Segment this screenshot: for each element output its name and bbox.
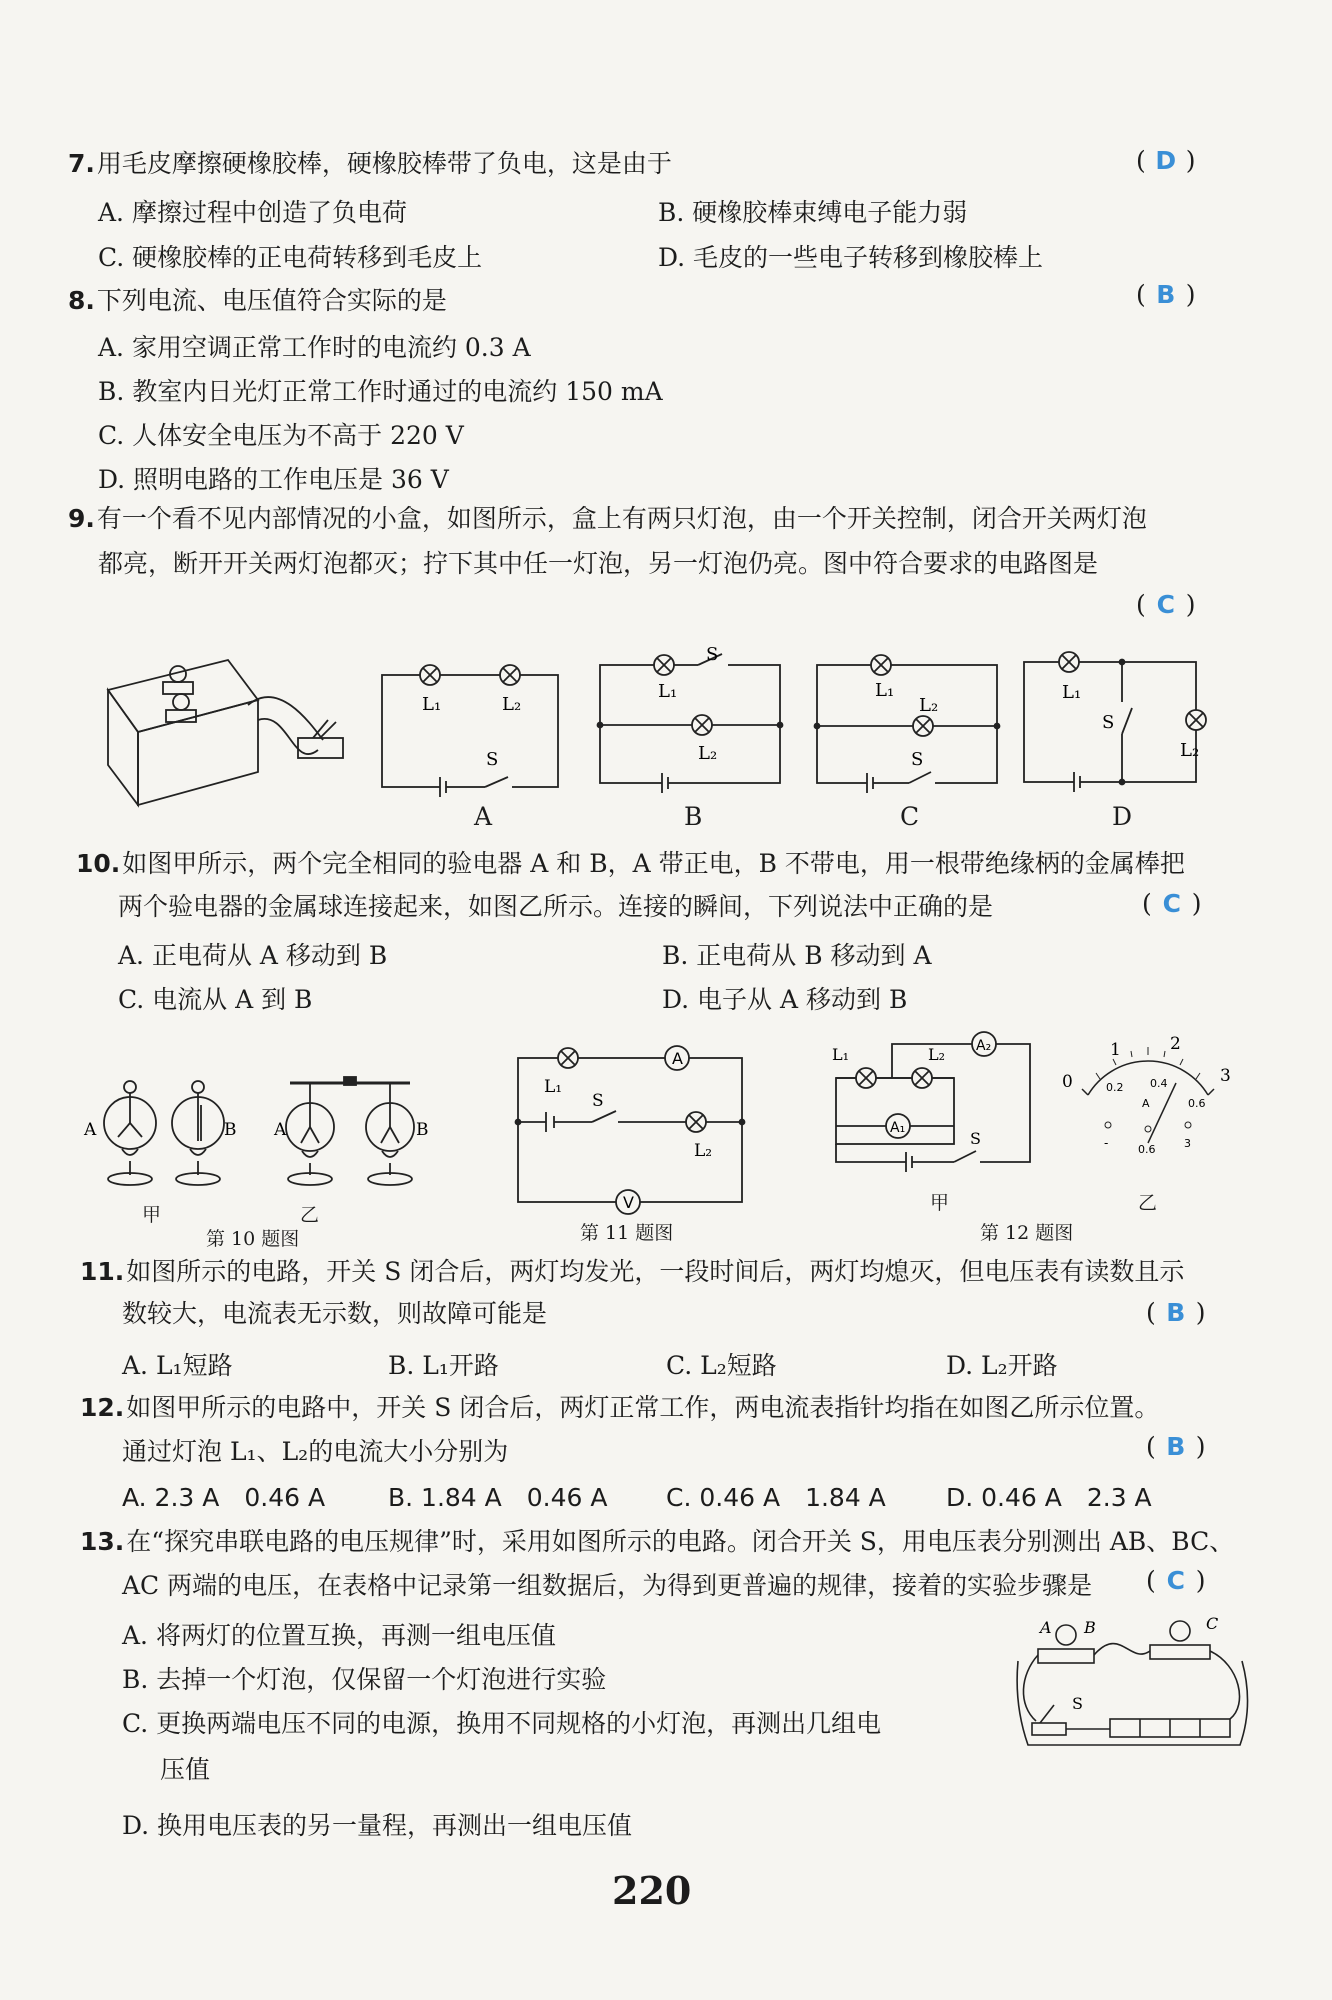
svg-text:L₂: L₂ <box>928 1045 946 1064</box>
svg-text:L₁: L₁ <box>544 1077 563 1097</box>
svg-text:S: S <box>1102 712 1115 733</box>
svg-text:0.4: 0.4 <box>1150 1077 1168 1090</box>
q7-option-c: C. 硬橡胶棒的正电荷转移到毛皮上 <box>98 243 483 272</box>
q9-circuit-d <box>1022 650 1202 794</box>
q11-stem-1: 11.如图所示的电路，开关 S 闭合后，两灯均发光，一段时间后，两灯均熄灭，但电压表有读数且示 <box>80 1257 1185 1286</box>
svg-text:S: S <box>706 644 719 665</box>
q8-answer: ( B ) <box>1136 280 1196 309</box>
svg-text:S: S <box>911 749 924 770</box>
q13-option-c-cont: 压值 <box>160 1755 211 1784</box>
svg-text:3: 3 <box>1220 1066 1231 1086</box>
svg-text:A: A <box>1142 1097 1150 1110</box>
q10-fig-jia: 甲 <box>142 1204 162 1226</box>
svg-text:B: B <box>1084 1618 1096 1637</box>
svg-text:L₁: L₁ <box>832 1045 850 1064</box>
q9a-s: S <box>486 749 499 770</box>
svg-text:0.2: 0.2 <box>1106 1081 1124 1094</box>
q7-answer: ( D ) <box>1136 146 1196 175</box>
q13-option-d: D. 换用电压表的另一量程，再测出一组电压值 <box>122 1811 633 1840</box>
q13-stem-1: 13.在“探究串联电路的电压规律”时，采用如图所示的电路。闭合开关 S，用电压表分别测出 AB、BC、 <box>80 1527 1235 1556</box>
q13-answer-letter: C <box>1166 1566 1185 1595</box>
svg-text:1: 1 <box>1110 1040 1121 1060</box>
page-number: 220 <box>612 1868 692 1913</box>
q9-label-a: A <box>474 802 493 831</box>
q11-option-a: A. L₁短路 <box>122 1351 233 1380</box>
svg-text:A₂: A₂ <box>976 1038 992 1054</box>
q9-label-d: D <box>1112 802 1133 831</box>
q11-option-b: B. L₁开路 <box>388 1351 499 1380</box>
svg-text:B: B <box>416 1120 429 1140</box>
q12-circuit-figure <box>830 1030 1040 1184</box>
q8-answer-letter: B <box>1156 280 1176 309</box>
svg-text:S: S <box>1072 1694 1083 1713</box>
svg-text:S: S <box>592 1091 604 1111</box>
q12-fig-jia: 甲 <box>930 1192 950 1214</box>
q7-stem: 7.用毛皮摩擦硬橡胶棒，硬橡胶棒带了负电，这是由于 <box>68 149 672 178</box>
q12-option-d: D. 0.46 A 2.3 A <box>946 1483 1152 1512</box>
svg-text:S: S <box>970 1129 981 1148</box>
q9-answer-letter: C <box>1156 590 1175 619</box>
svg-text:0.6: 0.6 <box>1138 1143 1156 1156</box>
q9-circuit-c <box>815 648 1000 797</box>
svg-text:L₂: L₂ <box>919 695 939 716</box>
q9-box-figure <box>108 660 368 814</box>
q9-circuit-b <box>598 645 783 794</box>
q10-stem-2: 两个验电器的金属球连接起来，如图乙所示。连接的瞬间，下列说法中正确的是 <box>118 892 994 921</box>
q10-caption: 第 10 题图 <box>206 1228 300 1250</box>
svg-text:2: 2 <box>1170 1034 1181 1054</box>
q12-answer: ( B ) <box>1146 1432 1206 1461</box>
q12-stem-2: 通过灯泡 L₁、L₂的电流大小分别为 <box>122 1437 509 1466</box>
q9-circuit-a <box>380 655 560 799</box>
q11-caption: 第 11 题图 <box>580 1222 674 1244</box>
q8-option-a: A. 家用空调正常工作时的电流约 0.3 A <box>98 333 531 362</box>
q10-answer: ( C ) <box>1142 889 1202 918</box>
q12-answer-letter: B <box>1166 1432 1186 1461</box>
svg-text:L₁: L₁ <box>875 680 895 701</box>
q10-option-c: C. 电流从 A 到 B <box>118 985 313 1014</box>
q13-apparatus-figure <box>1010 1605 1255 1754</box>
q8-option-b: B. 教室内日光灯正常工作时通过的电流约 150 mA <box>98 377 663 406</box>
q12-fig-yi: 乙 <box>1138 1192 1158 1214</box>
svg-text:A₁: A₁ <box>890 1120 906 1136</box>
svg-text:-: - <box>1104 1136 1109 1150</box>
svg-text:L₁: L₁ <box>1062 682 1082 703</box>
svg-text:A: A <box>274 1120 287 1140</box>
q8-stem: 8.下列电流、电压值符合实际的是 <box>68 286 447 315</box>
q9a-l2: L₂ <box>502 694 522 715</box>
q9-label-b: B <box>684 802 703 831</box>
q10-stem-1: 10.如图甲所示，两个完全相同的验电器 A 和 B，A 带正电，B 不带电，用一根带绝缘柄的金属棒把 <box>76 849 1185 878</box>
q11-answer: ( B ) <box>1146 1298 1206 1327</box>
svg-text:L₁: L₁ <box>658 681 678 702</box>
q10-option-b: B. 正电荷从 B 移动到 A <box>662 941 932 970</box>
q13-option-b: B. 去掉一个灯泡，仅保留一个灯泡进行实验 <box>122 1665 607 1694</box>
q12-option-b: B. 1.84 A 0.46 A <box>388 1483 608 1512</box>
q9a-l1: L₁ <box>422 694 442 715</box>
q12-caption: 第 12 题图 <box>980 1222 1074 1244</box>
svg-text:L₂: L₂ <box>1180 740 1200 761</box>
q11-answer-letter: B <box>1166 1298 1186 1327</box>
svg-text:A: A <box>1040 1618 1052 1637</box>
q9-stem-2: 都亮，断开开关两灯泡都灭；拧下其中任一灯泡，另一灯泡仍亮。图中符合要求的电路图是 <box>98 549 1099 578</box>
q7-number: 7. <box>68 149 95 178</box>
svg-text:0: 0 <box>1062 1072 1073 1092</box>
q13-option-a: A. 将两灯的位置互换，再测一组电压值 <box>122 1621 556 1650</box>
svg-text:C: C <box>1206 1614 1219 1633</box>
q10-electroscope-figure <box>80 1075 450 1199</box>
q11-option-d: D. L₂开路 <box>946 1351 1058 1380</box>
q8-option-d: D. 照明电路的工作电压是 36 V <box>98 465 449 494</box>
q7-option-b: B. 硬橡胶棒束缚电子能力弱 <box>658 198 968 227</box>
q12-ammeter-figure <box>1058 1035 1238 1169</box>
q13-option-c: C. 更换两端电压不同的电源，换用不同规格的小灯泡，再测出几组电 <box>122 1709 882 1738</box>
svg-text:3: 3 <box>1184 1137 1191 1150</box>
svg-text:L₂: L₂ <box>694 1141 713 1161</box>
svg-text:0.6: 0.6 <box>1188 1097 1206 1110</box>
q12-option-c: C. 0.46 A 1.84 A <box>666 1483 886 1512</box>
svg-text:B: B <box>224 1120 237 1140</box>
q10-option-d: D. 电子从 A 移动到 B <box>662 985 908 1014</box>
q10-fig-yi: 乙 <box>300 1204 320 1226</box>
q7-answer-letter: D <box>1155 146 1177 175</box>
q9-label-c: C <box>900 802 920 831</box>
q9-stem-1: 9.有一个看不见内部情况的小盒，如图所示，盒上有两只灯泡，由一个开关控制，闭合开关两灯泡 <box>68 504 1147 533</box>
q7-option-a: A. 摩擦过程中创造了负电荷 <box>98 198 407 227</box>
q13-answer: ( C ) <box>1146 1566 1206 1595</box>
q11-stem-2: 数较大，电流表无示数，则故障可能是 <box>122 1299 548 1328</box>
q12-stem-1: 12.如图甲所示的电路中，开关 S 闭合后，两灯正常工作，两电流表指针均指在如图乙所示位置。 <box>80 1393 1160 1422</box>
svg-text:A: A <box>672 1049 683 1068</box>
svg-text:L₂: L₂ <box>698 743 718 764</box>
q7-option-d: D. 毛皮的一些电子转移到橡胶棒上 <box>658 243 1044 272</box>
q10-answer-letter: C <box>1162 889 1181 918</box>
q11-option-c: C. L₂短路 <box>666 1351 777 1380</box>
q9-answer: ( C ) <box>1136 590 1196 619</box>
svg-text:V: V <box>623 1193 634 1212</box>
q8-option-c: C. 人体安全电压为不高于 220 V <box>98 421 464 450</box>
q13-stem-2: AC 两端的电压，在表格中记录第一组数据后，为得到更普遍的规律，接着的实验步骤是 <box>122 1571 1093 1600</box>
q12-option-a: A. 2.3 A 0.46 A <box>122 1483 326 1512</box>
q11-circuit-figure <box>512 1040 752 1214</box>
q10-option-a: A. 正电荷从 A 移动到 B <box>118 941 388 970</box>
svg-text:A: A <box>84 1120 97 1140</box>
